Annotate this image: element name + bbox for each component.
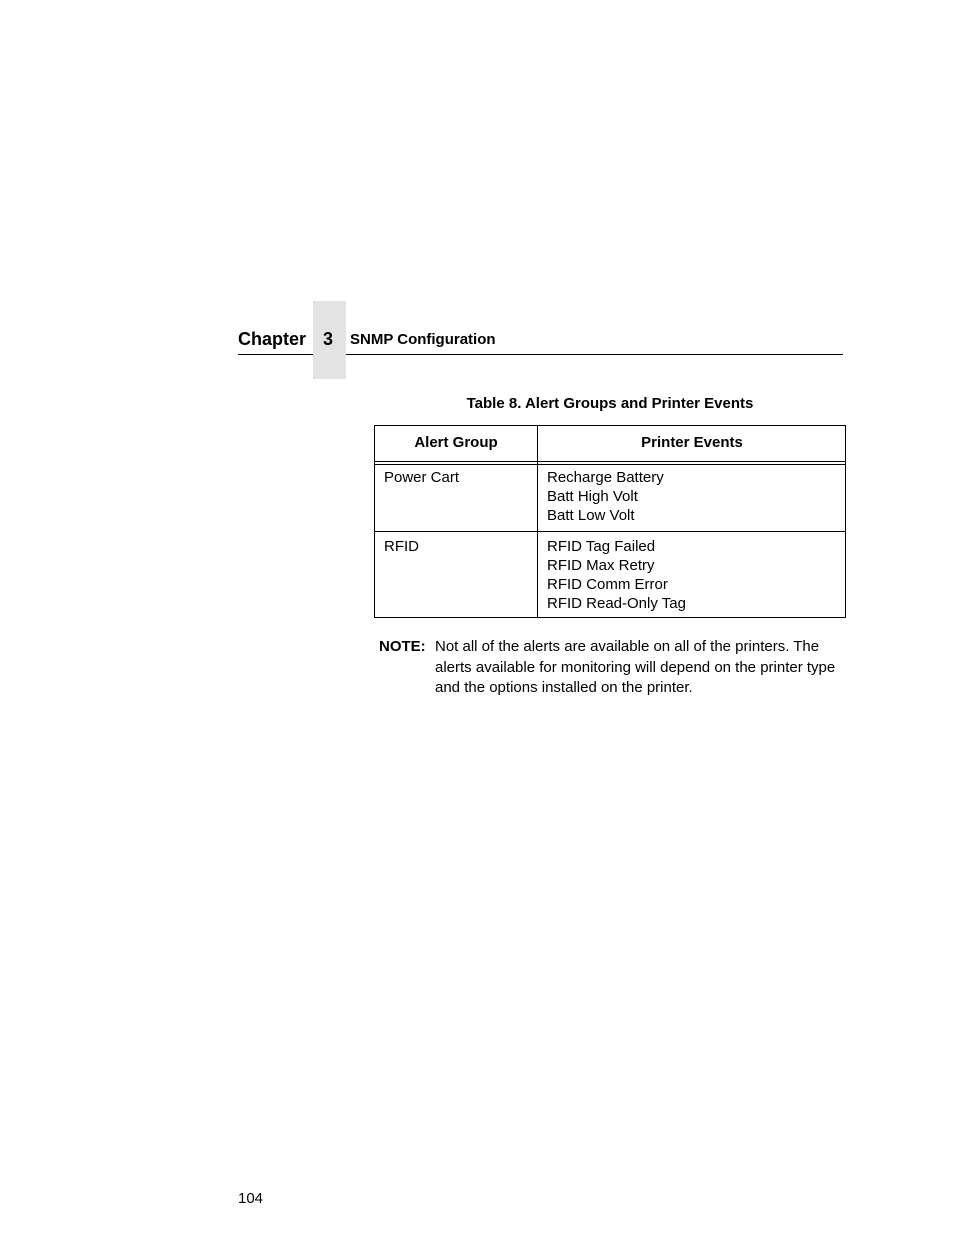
note-text: Not all of the alerts are available on all of the printers. The alerts available for monitoring will depend on the printer type and the options installed on the printer.	[435, 638, 836, 696]
event-item: RFID Tag Failed	[547, 538, 656, 555]
event-item: RFID Comm Error	[547, 576, 668, 593]
row-divider	[375, 531, 845, 532]
section-title: SNMP Configuration	[350, 331, 496, 348]
table-caption: Table 8. Alert Groups and Printer Events	[466, 395, 754, 412]
chapter-label: Chapter	[238, 329, 307, 349]
event-item: RFID Max Retry	[547, 557, 655, 574]
chapter-tab	[313, 301, 346, 379]
event-item: Batt High Volt	[547, 488, 638, 505]
note-label: NOTE:	[379, 638, 426, 655]
alert-groups-table	[374, 425, 846, 618]
column-divider	[537, 426, 538, 617]
table-cell-events	[547, 537, 686, 613]
header-divider	[375, 464, 845, 465]
page-number: 104	[238, 1190, 264, 1207]
header-rule	[346, 354, 843, 355]
chapter-number: 3	[322, 329, 333, 349]
table-cell-group: Power Cart	[384, 469, 460, 486]
event-item: Batt Low Volt	[547, 507, 635, 524]
event-item: RFID Read-Only Tag	[547, 595, 686, 612]
header-divider	[375, 461, 845, 462]
column-header-alert-group: Alert Group	[414, 434, 498, 451]
table-cell-events	[547, 468, 664, 525]
table-cell-group: RFID	[384, 538, 419, 555]
header-rule	[238, 354, 313, 355]
event-item: Recharge Battery	[547, 469, 664, 486]
column-header-printer-events: Printer Events	[641, 434, 743, 451]
